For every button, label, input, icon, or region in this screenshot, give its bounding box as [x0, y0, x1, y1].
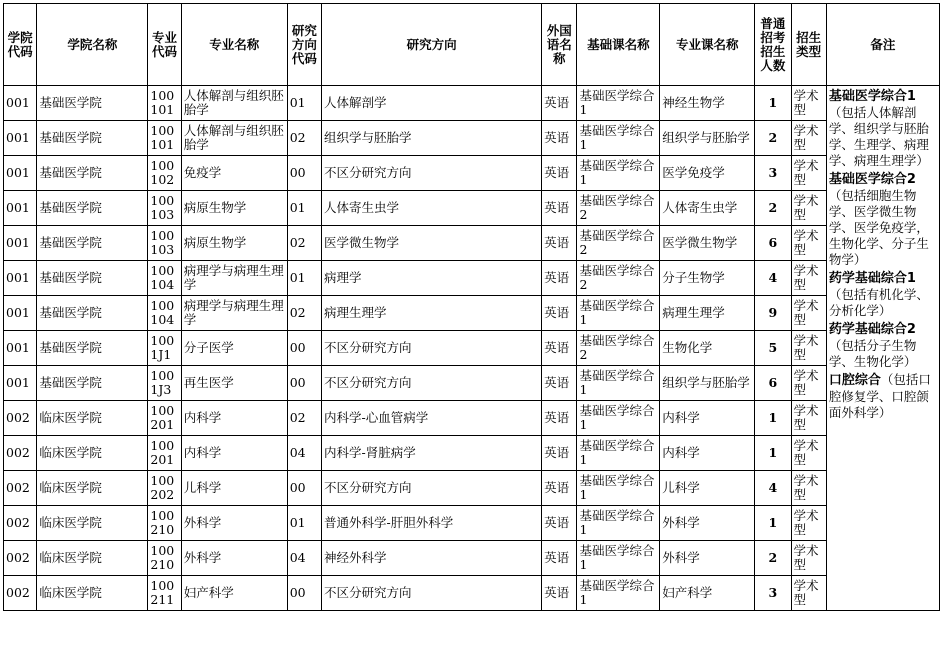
major-name-cell: 再生医学	[181, 366, 287, 401]
direction-code-cell: 02	[287, 296, 321, 331]
foreign-language-cell: 英语	[542, 401, 577, 436]
direction-cell: 内科学-心血管病学	[322, 401, 542, 436]
note-title: 药学基础综合2	[828, 322, 916, 337]
college-name-cell: 基础医学院	[37, 261, 148, 296]
table-row	[4, 296, 940, 331]
basic-course-cell: 基础医学综合2	[577, 261, 660, 296]
note-text: （包括口腔修复学、口腔颌面外科学）	[828, 372, 931, 420]
basic-course-cell: 基础医学综合1	[577, 366, 660, 401]
enrollment-type-cell: 学术型	[791, 331, 826, 366]
direction-code-cell: 01	[287, 191, 321, 226]
enrollment-count-cell: 5	[755, 331, 791, 366]
major-code-cell: 100103	[148, 191, 181, 226]
college-code-cell: 001	[4, 331, 37, 366]
major-course-cell: 人体寄生虫学	[660, 191, 755, 226]
header-basic-course: 基础课名称	[577, 4, 660, 86]
college-name-cell: 临床医学院	[37, 506, 148, 541]
direction-code-cell: 04	[287, 541, 321, 576]
basic-course-cell: 基础医学综合1	[577, 576, 660, 611]
basic-course-cell: 基础医学综合1	[577, 296, 660, 331]
note-title: 药学基础综合1	[828, 271, 916, 286]
major-code-cell: 100210	[148, 506, 181, 541]
basic-course-cell: 基础医学综合2	[577, 191, 660, 226]
major-course-cell: 生物化学	[660, 331, 755, 366]
major-name-cell: 病原生物学	[181, 226, 287, 261]
major-code-cell: 1001J3	[148, 366, 181, 401]
direction-code-cell: 00	[287, 366, 321, 401]
enrollment-count-cell: 3	[755, 576, 791, 611]
enrollment-count-cell: 4	[755, 261, 791, 296]
header-foreign-language: 外国语名称	[542, 4, 577, 86]
direction-cell: 神经外科学	[322, 541, 542, 576]
enrollment-type-cell: 学术型	[791, 506, 826, 541]
note-text: （包括人体解剖学、组织学与胚胎学、生理学、病理学、病理生理学）	[828, 105, 929, 168]
foreign-language-cell: 英语	[542, 156, 577, 191]
header-college-name: 学院名称	[37, 4, 148, 86]
table-row	[4, 261, 940, 296]
enrollment-count-cell: 2	[755, 121, 791, 156]
foreign-language-cell: 英语	[542, 121, 577, 156]
note-block	[829, 321, 937, 370]
foreign-language-cell: 英语	[542, 576, 577, 611]
major-course-cell: 医学免疫学	[660, 156, 755, 191]
major-name-cell: 人体解剖与组织胚胎学	[181, 86, 287, 121]
direction-cell: 病理生理学	[322, 296, 542, 331]
major-name-cell: 病理学与病理生理学	[181, 261, 287, 296]
direction-cell: 病理学	[322, 261, 542, 296]
enrollment-type-cell: 学术型	[791, 191, 826, 226]
college-name-cell: 临床医学院	[37, 576, 148, 611]
foreign-language-cell: 英语	[542, 86, 577, 121]
direction-cell: 不区分研究方向	[322, 366, 542, 401]
major-name-cell: 免疫学	[181, 156, 287, 191]
table-row	[4, 191, 940, 226]
table-body	[4, 86, 940, 611]
major-course-cell: 分子生物学	[660, 261, 755, 296]
direction-code-cell: 00	[287, 471, 321, 506]
enrollment-count-cell: 6	[755, 226, 791, 261]
basic-course-cell: 基础医学综合1	[577, 541, 660, 576]
college-name-cell: 基础医学院	[37, 121, 148, 156]
direction-code-cell: 00	[287, 331, 321, 366]
foreign-language-cell: 英语	[542, 191, 577, 226]
header-college-code: 学院代码	[4, 4, 37, 86]
note-text: （包括有机化学、分析化学）	[828, 287, 929, 318]
college-name-cell: 临床医学院	[37, 471, 148, 506]
college-name-cell: 基础医学院	[37, 366, 148, 401]
college-name-cell: 基础医学院	[37, 86, 148, 121]
enrollment-type-cell: 学术型	[791, 226, 826, 261]
table-row	[4, 576, 940, 611]
table-row	[4, 436, 940, 471]
foreign-language-cell: 英语	[542, 261, 577, 296]
enrollment-count-cell: 1	[755, 86, 791, 121]
college-code-cell: 002	[4, 506, 37, 541]
major-course-cell: 内科学	[660, 436, 755, 471]
major-code-cell: 100104	[148, 261, 181, 296]
direction-code-cell: 04	[287, 436, 321, 471]
college-code-cell: 002	[4, 471, 37, 506]
direction-code-cell: 01	[287, 86, 321, 121]
note-block	[829, 171, 937, 268]
basic-course-cell: 基础医学综合2	[577, 331, 660, 366]
college-name-cell: 基础医学院	[37, 156, 148, 191]
enrollment-type-cell: 学术型	[791, 541, 826, 576]
header-direction: 研究方向	[322, 4, 542, 86]
direction-cell: 普通外科学-肝胆外科学	[322, 506, 542, 541]
direction-code-cell: 01	[287, 506, 321, 541]
college-code-cell: 002	[4, 401, 37, 436]
college-name-cell: 基础医学院	[37, 191, 148, 226]
header-major-name: 专业名称	[181, 4, 287, 86]
college-code-cell: 001	[4, 121, 37, 156]
foreign-language-cell: 英语	[542, 471, 577, 506]
foreign-language-cell: 英语	[542, 331, 577, 366]
header-major-code: 专业代码	[148, 4, 181, 86]
enrollment-count-cell: 3	[755, 156, 791, 191]
major-code-cell: 100210	[148, 541, 181, 576]
enrollment-count-cell: 6	[755, 366, 791, 401]
college-name-cell: 临床医学院	[37, 436, 148, 471]
direction-code-cell: 02	[287, 121, 321, 156]
basic-course-cell: 基础医学综合2	[577, 226, 660, 261]
note-title: 基础医学综合2	[828, 172, 916, 187]
table-row	[4, 541, 940, 576]
direction-code-cell: 00	[287, 156, 321, 191]
direction-cell: 人体寄生虫学	[322, 191, 542, 226]
major-course-cell: 外科学	[660, 541, 755, 576]
basic-course-cell: 基础医学综合1	[577, 86, 660, 121]
enrollment-count-cell: 1	[755, 436, 791, 471]
college-code-cell: 001	[4, 191, 37, 226]
header-notes: 备注	[826, 4, 939, 86]
major-code-cell: 100102	[148, 156, 181, 191]
direction-cell: 不区分研究方向	[322, 331, 542, 366]
enrollment-count-cell: 1	[755, 401, 791, 436]
table-row	[4, 226, 940, 261]
header-row	[4, 4, 940, 86]
table-row	[4, 121, 940, 156]
direction-code-cell: 01	[287, 261, 321, 296]
major-name-cell: 妇产科学	[181, 576, 287, 611]
foreign-language-cell: 英语	[542, 436, 577, 471]
college-name-cell: 临床医学院	[37, 541, 148, 576]
enrollment-type-cell: 学术型	[791, 576, 826, 611]
direction-code-cell: 02	[287, 401, 321, 436]
foreign-language-cell: 英语	[542, 506, 577, 541]
major-name-cell: 内科学	[181, 401, 287, 436]
basic-course-cell: 基础医学综合1	[577, 506, 660, 541]
basic-course-cell: 基础医学综合1	[577, 436, 660, 471]
direction-cell: 人体解剖学	[322, 86, 542, 121]
major-code-cell: 100103	[148, 226, 181, 261]
basic-course-cell: 基础医学综合1	[577, 471, 660, 506]
note-title: 基础医学综合1	[828, 89, 916, 104]
enrollment-count-cell: 4	[755, 471, 791, 506]
direction-cell: 内科学-肾脏病学	[322, 436, 542, 471]
table-row	[4, 366, 940, 401]
enrollment-count-cell: 9	[755, 296, 791, 331]
enrollment-type-cell: 学术型	[791, 471, 826, 506]
notes-cell	[826, 86, 939, 611]
header-direction-code: 研究方向代码	[287, 4, 321, 86]
college-code-cell: 001	[4, 156, 37, 191]
college-code-cell: 001	[4, 86, 37, 121]
table-row	[4, 401, 940, 436]
major-name-cell: 儿科学	[181, 471, 287, 506]
basic-course-cell: 基础医学综合1	[577, 121, 660, 156]
major-name-cell: 病理学与病理生理学	[181, 296, 287, 331]
enrollment-type-cell: 学术型	[791, 366, 826, 401]
direction-code-cell: 00	[287, 576, 321, 611]
table-row	[4, 471, 940, 506]
college-code-cell: 001	[4, 261, 37, 296]
enrollment-count-cell: 1	[755, 506, 791, 541]
major-name-cell: 内科学	[181, 436, 287, 471]
enrollment-type-cell: 学术型	[791, 121, 826, 156]
enrollment-type-cell: 学术型	[791, 261, 826, 296]
major-name-cell: 外科学	[181, 506, 287, 541]
enrollment-table	[3, 3, 940, 611]
note-title: 口腔综合	[828, 373, 881, 388]
college-name-cell: 基础医学院	[37, 226, 148, 261]
header-major-course: 专业课名称	[660, 4, 755, 86]
college-name-cell: 临床医学院	[37, 401, 148, 436]
major-code-cell: 100201	[148, 401, 181, 436]
enrollment-type-cell: 学术型	[791, 86, 826, 121]
college-name-cell: 基础医学院	[37, 331, 148, 366]
table-row	[4, 156, 940, 191]
major-code-cell: 100101	[148, 121, 181, 156]
foreign-language-cell: 英语	[542, 226, 577, 261]
basic-course-cell: 基础医学综合1	[577, 156, 660, 191]
basic-course-cell: 基础医学综合1	[577, 401, 660, 436]
enrollment-type-cell: 学术型	[791, 296, 826, 331]
major-course-cell: 神经生物学	[660, 86, 755, 121]
direction-cell: 不区分研究方向	[322, 576, 542, 611]
header-enrollment-count: 普通招考招生人数	[755, 4, 791, 86]
college-code-cell: 002	[4, 576, 37, 611]
major-code-cell: 100211	[148, 576, 181, 611]
table-row	[4, 331, 940, 366]
enrollment-type-cell: 学术型	[791, 436, 826, 471]
note-block	[829, 372, 937, 421]
direction-cell: 不区分研究方向	[322, 471, 542, 506]
college-code-cell: 001	[4, 226, 37, 261]
college-code-cell: 002	[4, 436, 37, 471]
major-course-cell: 医学微生物学	[660, 226, 755, 261]
enrollment-count-cell: 2	[755, 191, 791, 226]
major-name-cell: 外科学	[181, 541, 287, 576]
major-code-cell: 100201	[148, 436, 181, 471]
table-row	[4, 506, 940, 541]
enrollment-type-cell: 学术型	[791, 156, 826, 191]
major-code-cell: 100202	[148, 471, 181, 506]
direction-cell: 组织学与胚胎学	[322, 121, 542, 156]
major-course-cell: 外科学	[660, 506, 755, 541]
foreign-language-cell: 英语	[542, 296, 577, 331]
note-text: （包括细胞生物学、医学微生物学、医学免疫学，生物化学、分子生物学）	[828, 188, 929, 267]
major-course-cell: 妇产科学	[660, 576, 755, 611]
major-course-cell: 组织学与胚胎学	[660, 121, 755, 156]
major-code-cell: 100101	[148, 86, 181, 121]
college-name-cell: 基础医学院	[37, 296, 148, 331]
enrollment-type-cell: 学术型	[791, 401, 826, 436]
table-row	[4, 86, 940, 121]
header-enrollment-type: 招生类型	[791, 4, 826, 86]
major-course-cell: 儿科学	[660, 471, 755, 506]
major-course-cell: 病理生理学	[660, 296, 755, 331]
enrollment-count-cell: 2	[755, 541, 791, 576]
foreign-language-cell: 英语	[542, 366, 577, 401]
direction-cell: 医学微生物学	[322, 226, 542, 261]
note-block	[829, 88, 937, 169]
direction-cell: 不区分研究方向	[322, 156, 542, 191]
college-code-cell: 002	[4, 541, 37, 576]
major-code-cell: 1001J1	[148, 331, 181, 366]
major-course-cell: 内科学	[660, 401, 755, 436]
major-course-cell: 组织学与胚胎学	[660, 366, 755, 401]
major-name-cell: 人体解剖与组织胚胎学	[181, 121, 287, 156]
note-text: （包括分子生物学、生物化学）	[828, 338, 917, 369]
major-code-cell: 100104	[148, 296, 181, 331]
note-block	[829, 270, 937, 319]
college-code-cell: 001	[4, 366, 37, 401]
foreign-language-cell: 英语	[542, 541, 577, 576]
direction-code-cell: 02	[287, 226, 321, 261]
college-code-cell: 001	[4, 296, 37, 331]
major-name-cell: 病原生物学	[181, 191, 287, 226]
major-name-cell: 分子医学	[181, 331, 287, 366]
